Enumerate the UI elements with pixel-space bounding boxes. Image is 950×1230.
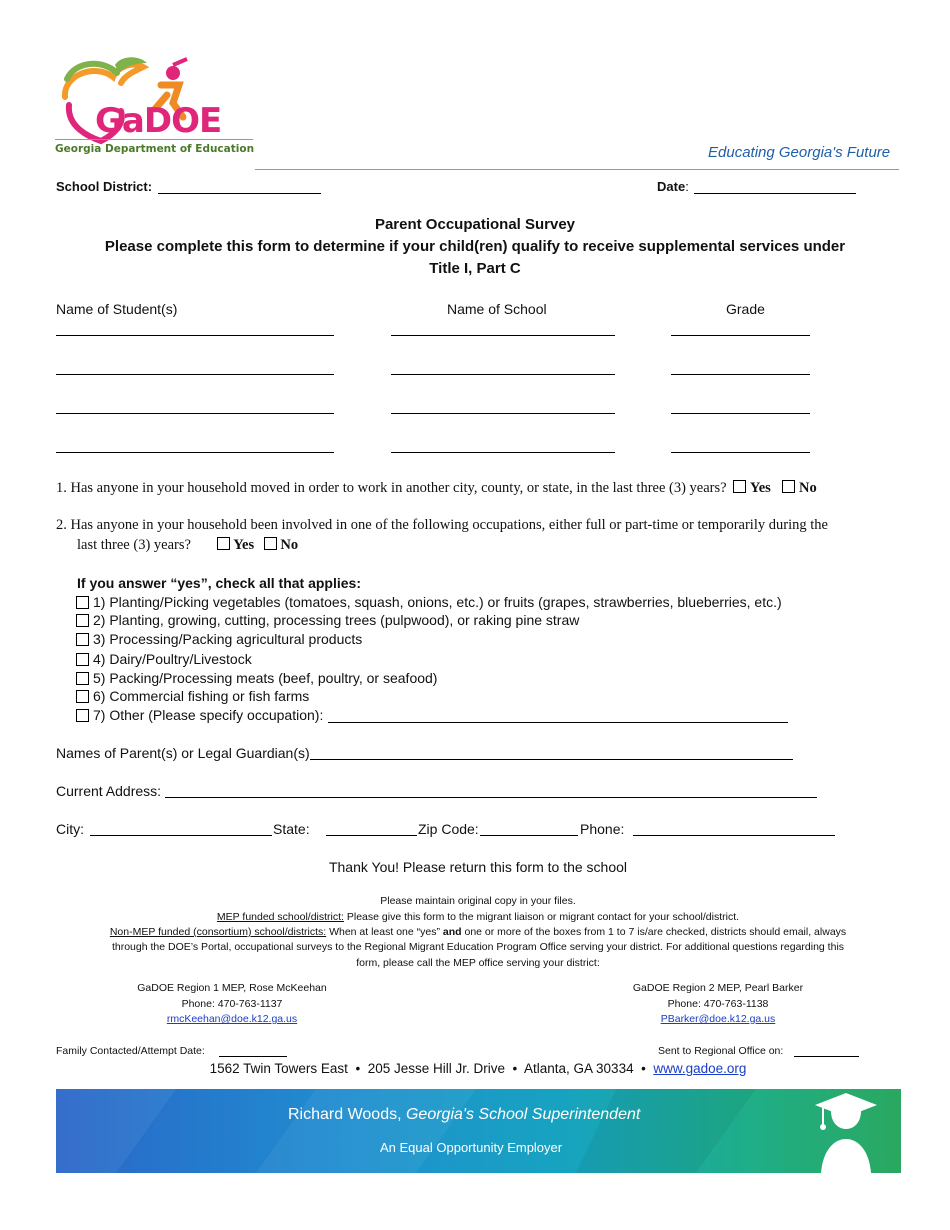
school-name-field[interactable] <box>391 335 615 336</box>
phone-field[interactable] <box>633 835 835 836</box>
zip-label: Zip Code: <box>418 821 479 837</box>
mep-text: Please give this form to the migrant liaison or migrant contact for your school/district. <box>343 911 740 923</box>
region-1-name: GaDOE Region 1 MEP, Rose McKeehan <box>137 982 327 994</box>
sent-regional-field[interactable] <box>794 1056 859 1057</box>
city-label: City: <box>56 821 84 837</box>
region-1-email-link[interactable]: rmcKeehan@doe.k12.ga.us <box>166 1013 298 1025</box>
region-1-phone: Phone: 470-763-1137 <box>181 997 283 1010</box>
banner-subtitle: An Equal Opportunity Employer <box>380 1140 563 1155</box>
notes-nonmep-3: form, please call the MEP office serving your district: <box>356 957 600 969</box>
school-name-field[interactable] <box>391 374 615 375</box>
occupation-label: 3) Processing/Packing agricultural products <box>93 631 363 647</box>
q2-no-checkbox[interactable] <box>264 537 277 550</box>
grade-field[interactable] <box>671 413 810 414</box>
grade-field[interactable] <box>671 374 810 375</box>
address-field[interactable] <box>165 797 817 798</box>
separator: • <box>641 1061 646 1076</box>
nonmep-text-b: one or more of the boxes from 1 to 7 is/are checked, districts should email, always <box>461 926 847 938</box>
region-1-contact <box>112 981 352 1028</box>
occupation-label: 4) Dairy/Poultry/Livestock <box>93 651 252 667</box>
logo-subtitle: Georgia Department of Education <box>55 143 255 155</box>
logo-text: GaDOE <box>95 101 222 141</box>
q2-no-label: No <box>280 537 299 553</box>
school-district-label: School District: <box>56 179 153 194</box>
other-occupation-field[interactable] <box>328 722 788 723</box>
zip-field[interactable] <box>480 835 578 836</box>
banner-name: Richard Woods, <box>288 1106 402 1123</box>
parents-label: Names of Parent(s) or Legal Guardian(s) <box>56 745 310 761</box>
region-2-name: GaDOE Region 2 MEP, Pearl Barker <box>632 982 804 994</box>
thank-you-text: Thank You! Please return this form to the school <box>328 859 628 875</box>
date-label: Date <box>657 179 686 194</box>
occupation-checkbox[interactable] <box>76 672 89 685</box>
region-2-phone: Phone: 470-763-1138 <box>667 997 769 1010</box>
grade-field[interactable] <box>671 335 810 336</box>
col-school-header: Name of School <box>447 301 547 317</box>
question-1-text: 1. Has anyone in your household moved in order to work in another city, county, or state, in the last three (3) years? <box>56 480 727 496</box>
occupation-label: 7) Other (Please specify occupation): <box>93 707 324 723</box>
col-student-header: Name of Student(s) <box>56 301 178 317</box>
student-name-field[interactable] <box>56 452 334 453</box>
state-field[interactable] <box>326 835 417 836</box>
student-name-field[interactable] <box>56 335 334 336</box>
student-name-field[interactable] <box>56 374 334 375</box>
notes-nonmep <box>0 926 950 938</box>
superintendent-banner <box>56 1089 901 1173</box>
occupation-label: 5) Packing/Processing meats (beef, poultry, or seafood) <box>93 670 438 686</box>
q2-yes-label: Yes <box>233 537 255 553</box>
question-1 <box>56 480 817 497</box>
header-rule <box>255 169 899 170</box>
q1-no-label: No <box>799 480 817 496</box>
banner-role: Georgia's School Superintendent <box>405 1106 641 1123</box>
question-2-text: last three (3) years? <box>77 537 191 553</box>
occupation-checkbox[interactable] <box>76 653 89 666</box>
region-2-email-link[interactable]: PBarker@doe.k12.ga.us <box>660 1013 776 1025</box>
occupation-label: 6) Commercial fishing or fish farms <box>93 688 310 704</box>
q1-yes-label: Yes <box>749 480 771 496</box>
separator: • <box>355 1061 361 1076</box>
date-label-wrap: Date: <box>657 179 689 194</box>
occupation-label: 1) Planting/Picking vegetables (tomatoes, squash, onions, etc.) or fruits (grapes, strawberries, blueberries, etc.) <box>93 594 782 610</box>
occupation-checkbox[interactable] <box>76 633 89 646</box>
separator: • <box>512 1061 518 1076</box>
address-city: Atlanta, GA 30334 <box>524 1061 634 1076</box>
address-street: 1562 Twin Towers East <box>209 1061 348 1076</box>
question-2-line2 <box>77 537 298 554</box>
school-district-field[interactable] <box>158 193 321 194</box>
family-contacted-field[interactable] <box>219 1056 287 1057</box>
date-field[interactable] <box>694 193 856 194</box>
region-2-contact <box>598 981 838 1028</box>
banner-title <box>288 1106 640 1124</box>
question-2-line1: 2. Has anyone in your household been involved in one of the following occupations, either full or part-time or temporarily during the <box>56 517 828 533</box>
school-name-field[interactable] <box>391 413 615 414</box>
graduate-icon <box>813 1091 879 1173</box>
notes-mep <box>0 911 950 923</box>
nonmep-and: and <box>442 926 462 938</box>
occupation-checkbox[interactable] <box>76 614 89 627</box>
occupation-label: 2) Planting, growing, cutting, processing trees (pulpwood), or raking pine straw <box>93 612 580 628</box>
banner-texture-icon <box>56 1089 901 1173</box>
form-subtitle: Please complete this form to determine if your child(ren) qualify to receive supplemental services under <box>104 238 846 255</box>
address-label: Current Address: <box>56 783 162 799</box>
occupation-checkbox[interactable] <box>76 690 89 703</box>
occupation-checkbox[interactable] <box>76 709 89 722</box>
nonmep-text-a: When at least one “yes” <box>326 926 443 938</box>
occupations-heading: If you answer “yes”, check all that applies: <box>77 575 361 591</box>
notes-nonmep-2: through the DOE’s Portal, occupational surveys to the Regional Migrant Education Program Office serving your district. For additional questions regarding this <box>111 941 845 953</box>
school-name-field[interactable] <box>391 452 615 453</box>
city-field[interactable] <box>90 835 272 836</box>
form-title: Parent Occupational Survey <box>374 216 576 233</box>
sent-regional-label: Sent to Regional Office on: <box>658 1045 784 1057</box>
parents-field[interactable] <box>310 759 793 760</box>
form-subtitle-2: Title I, Part C <box>429 260 521 277</box>
gadoe-logo <box>55 55 255 160</box>
address-line <box>0 1061 950 1076</box>
website-link[interactable]: www.gadoe.org <box>653 1061 747 1076</box>
grade-field[interactable] <box>671 452 810 453</box>
state-label: State: <box>273 821 310 837</box>
q1-yes-checkbox[interactable] <box>733 480 746 493</box>
q1-no-checkbox[interactable] <box>782 480 795 493</box>
logo-rule <box>55 139 253 140</box>
notes-line-1: Please maintain original copy in your files. <box>380 895 576 907</box>
col-grade-header: Grade <box>726 301 765 317</box>
mep-label: MEP funded school/district: <box>216 911 344 923</box>
family-contacted-label: Family Contacted/Attempt Date: <box>56 1045 205 1057</box>
address-jesse-hill: 205 Jesse Hill Jr. Drive <box>367 1061 505 1076</box>
tagline: Educating Georgia's Future <box>708 144 891 161</box>
occupation-checkbox[interactable] <box>76 596 89 609</box>
nonmep-label: Non-MEP funded (consortium) school/districts: <box>109 926 327 938</box>
phone-label: Phone: <box>580 821 625 837</box>
q2-yes-checkbox[interactable] <box>217 537 230 550</box>
student-name-field[interactable] <box>56 413 334 414</box>
